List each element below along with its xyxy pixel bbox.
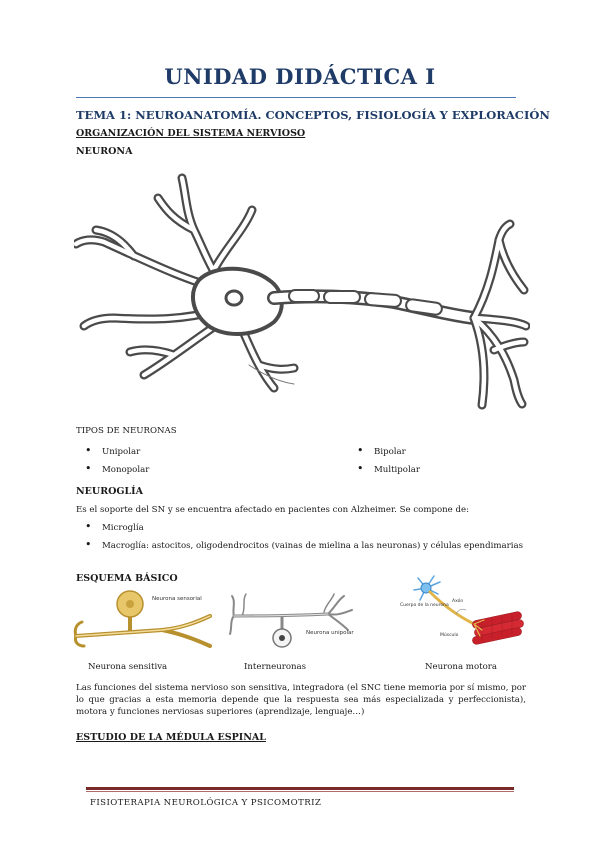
caption-motora: Neurona motora <box>425 662 497 672</box>
title-divider <box>76 97 516 98</box>
list-item: • Monopolar <box>76 464 336 476</box>
interneuron-illustration <box>228 590 356 654</box>
neuroglia-paragraph: Es el soporte del SN y se encuentra afectado en pacientes con Alzheimer. Se compone de: <box>76 505 469 515</box>
footer-divider-thin <box>86 791 514 792</box>
list-item: • Multipolar <box>348 464 548 476</box>
list-item: • Unipolar <box>76 446 336 458</box>
estudio-heading: ESTUDIO DE LA MÉDULA ESPINAL <box>76 732 266 743</box>
motor-neuron-illustration <box>396 574 528 658</box>
unipolar-label: Neurona unipolar <box>306 630 354 636</box>
neuroglia-heading: NEUROGLÍA <box>76 486 143 497</box>
axon-label: Axón <box>452 599 464 604</box>
neurona-heading: NEURONA <box>76 146 133 157</box>
list-item: • Microglía <box>76 522 526 534</box>
list-item: • Macroglía: astocitos, oligodendrocitos (vainas de mielina a las neuronas) y células ependimarias <box>76 540 526 552</box>
sensorial-label: Neurona sensorial <box>152 596 202 602</box>
tipos-list-left <box>76 446 336 482</box>
document-title: UNIDAD DIDÁCTICA I <box>164 64 436 89</box>
tipos-heading: TIPOS DE NEURONAS <box>76 426 177 436</box>
esquema-heading: ESQUEMA BÁSICO <box>76 573 178 584</box>
musculo-label: Músculo <box>440 633 459 638</box>
caption-sensitiva: Neurona sensitiva <box>88 662 168 672</box>
caption-interneuronas: Interneuronas <box>244 662 307 672</box>
footer-text: FISIOTERAPIA NEUROLÓGICA Y PSICOMOTRIZ <box>90 798 322 808</box>
funciones-paragraph: Las funciones del sistema nervioso son sensitiva, integradora (el SNC tiene memoria por sí mismo, por lo que gracias a esta memoria depende que la respuesta sea más especializada y perfeccionista), motora y funciones nerviosas superiores (aprendizaje, lenguaje…) <box>76 683 526 717</box>
neuroglia-list <box>76 522 526 558</box>
neuron-illustration <box>74 170 530 414</box>
footer-divider <box>86 787 514 790</box>
topic-heading: TEMA 1: NEUROANATOMÍA. CONCEPTOS, FISIOLOGÍA Y EXPLORACIÓN <box>76 108 550 122</box>
list-item: • Bipolar <box>348 446 548 458</box>
tipos-list-right <box>348 446 548 482</box>
sensory-neuron-illustration <box>72 586 216 652</box>
cuerpo-label: Cuerpo de la neurona <box>400 603 449 608</box>
section-organizacion-heading: ORGANIZACIÓN DEL SISTEMA NERVIOSO <box>76 128 306 139</box>
